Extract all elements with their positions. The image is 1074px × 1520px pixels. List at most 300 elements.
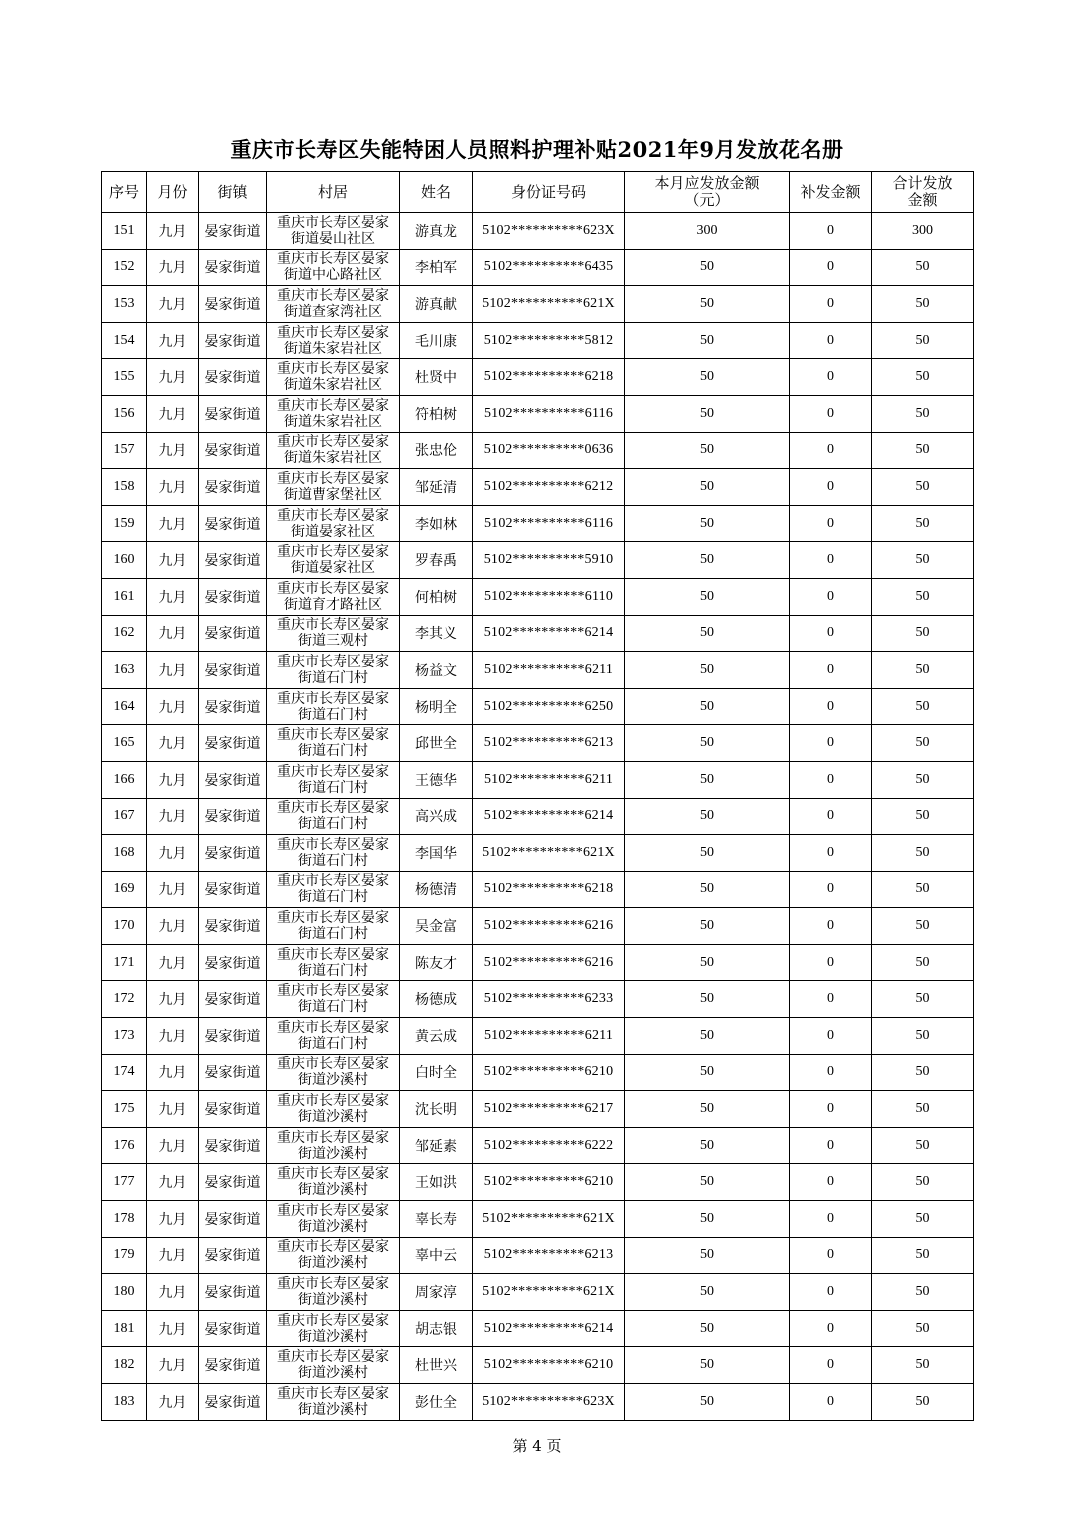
extra-amount-cell: 0 bbox=[790, 871, 872, 908]
village-cell bbox=[267, 981, 400, 1018]
village-line: 重庆市长寿区晏家 bbox=[277, 653, 389, 670]
table-row bbox=[102, 1164, 974, 1201]
village-line: 重庆市长寿区晏家 bbox=[277, 397, 389, 414]
extra-amount-cell: 0 bbox=[790, 761, 872, 798]
month-cell: 九月 bbox=[147, 615, 199, 652]
total-amount-cell: 50 bbox=[872, 1201, 974, 1238]
id-number-cell: 5102**********6213 bbox=[473, 725, 625, 762]
extra-amount-cell: 0 bbox=[790, 798, 872, 835]
month-cell: 九月 bbox=[147, 213, 199, 250]
village-line: 街道沙溪村 bbox=[298, 1328, 368, 1345]
village-line: 重庆市长寿区晏家 bbox=[277, 507, 389, 524]
due-amount-cell: 50 bbox=[625, 1127, 790, 1164]
name-cell: 周家淳 bbox=[400, 1274, 473, 1311]
seq-cell: 171 bbox=[102, 944, 147, 981]
extra-amount-cell: 0 bbox=[790, 1237, 872, 1274]
due-amount-cell: 50 bbox=[625, 688, 790, 725]
table-row bbox=[102, 249, 974, 286]
extra-amount-cell: 0 bbox=[790, 1018, 872, 1055]
street-cell: 晏家街道 bbox=[199, 542, 267, 579]
village-line: 街道石门村 bbox=[298, 962, 368, 979]
street-cell: 晏家街道 bbox=[199, 981, 267, 1018]
seq-cell: 175 bbox=[102, 1091, 147, 1128]
table-row bbox=[102, 835, 974, 872]
table-row bbox=[102, 1054, 974, 1091]
total-amount-cell: 50 bbox=[872, 908, 974, 945]
name-cell: 陈友才 bbox=[400, 944, 473, 981]
village-line: 重庆市长寿区晏家 bbox=[277, 1276, 389, 1293]
due-amount-cell: 50 bbox=[625, 359, 790, 396]
street-cell: 晏家街道 bbox=[199, 578, 267, 615]
seq-cell: 174 bbox=[102, 1054, 147, 1091]
village-line: 街道沙溪村 bbox=[298, 1109, 368, 1126]
month-cell: 九月 bbox=[147, 761, 199, 798]
extra-amount-cell: 0 bbox=[790, 213, 872, 250]
name-cell: 李国华 bbox=[400, 835, 473, 872]
id-number-cell: 5102**********6110 bbox=[473, 578, 625, 615]
village-line: 重庆市长寿区晏家 bbox=[277, 617, 389, 634]
month-cell: 九月 bbox=[147, 944, 199, 981]
table-row bbox=[102, 615, 974, 652]
due-amount-cell: 50 bbox=[625, 798, 790, 835]
village-line: 街道沙溪村 bbox=[298, 1218, 368, 1235]
village-cell bbox=[267, 395, 400, 432]
village-cell bbox=[267, 432, 400, 469]
id-number-cell: 5102**********6211 bbox=[473, 761, 625, 798]
month-cell: 九月 bbox=[147, 835, 199, 872]
name-cell: 黄云成 bbox=[400, 1018, 473, 1055]
seq-cell: 155 bbox=[102, 359, 147, 396]
month-cell: 九月 bbox=[147, 469, 199, 506]
header-total-amount: 合计发放金额 bbox=[872, 172, 974, 213]
table-row bbox=[102, 1347, 974, 1384]
village-line: 街道朱家岩社区 bbox=[284, 413, 382, 430]
total-amount-cell: 50 bbox=[872, 1310, 974, 1347]
due-amount-cell: 50 bbox=[625, 1237, 790, 1274]
header-month: 月份 bbox=[147, 172, 199, 213]
due-amount-cell: 50 bbox=[625, 249, 790, 286]
total-amount-cell: 300 bbox=[872, 213, 974, 250]
table-row bbox=[102, 542, 974, 579]
seq-cell: 161 bbox=[102, 578, 147, 615]
name-cell: 王德华 bbox=[400, 761, 473, 798]
due-amount-cell: 50 bbox=[625, 578, 790, 615]
name-cell: 杨德成 bbox=[400, 981, 473, 1018]
extra-amount-cell: 0 bbox=[790, 1127, 872, 1164]
total-amount-cell: 50 bbox=[872, 1237, 974, 1274]
due-amount-cell: 50 bbox=[625, 1201, 790, 1238]
header-street: 街镇 bbox=[199, 172, 267, 213]
seq-cell: 170 bbox=[102, 908, 147, 945]
month-cell: 九月 bbox=[147, 542, 199, 579]
month-cell: 九月 bbox=[147, 1127, 199, 1164]
name-cell: 游真献 bbox=[400, 286, 473, 323]
month-cell: 九月 bbox=[147, 1274, 199, 1311]
total-amount-cell: 50 bbox=[872, 359, 974, 396]
seq-cell: 154 bbox=[102, 322, 147, 359]
village-line: 重庆市长寿区晏家 bbox=[277, 910, 389, 927]
total-amount-cell: 50 bbox=[872, 1018, 974, 1055]
village-line: 重庆市长寿区晏家 bbox=[277, 1056, 389, 1073]
village-cell bbox=[267, 1127, 400, 1164]
village-line: 重庆市长寿区晏家 bbox=[277, 983, 389, 1000]
village-cell bbox=[267, 1054, 400, 1091]
extra-amount-cell: 0 bbox=[790, 725, 872, 762]
table-row bbox=[102, 688, 974, 725]
village-cell bbox=[267, 1310, 400, 1347]
street-cell: 晏家街道 bbox=[199, 908, 267, 945]
street-cell: 晏家街道 bbox=[199, 249, 267, 286]
month-cell: 九月 bbox=[147, 688, 199, 725]
village-line: 重庆市长寿区晏家 bbox=[277, 946, 389, 963]
table-row bbox=[102, 944, 974, 981]
village-line: 街道石门村 bbox=[298, 743, 368, 760]
village-line: 重庆市长寿区晏家 bbox=[277, 324, 389, 341]
village-line: 重庆市长寿区晏家 bbox=[277, 836, 389, 853]
month-cell: 九月 bbox=[147, 505, 199, 542]
id-number-cell: 5102**********6214 bbox=[473, 1310, 625, 1347]
total-amount-cell: 50 bbox=[872, 432, 974, 469]
id-number-cell: 5102**********6435 bbox=[473, 249, 625, 286]
due-amount-cell: 50 bbox=[625, 981, 790, 1018]
id-number-cell: 5102**********6116 bbox=[473, 505, 625, 542]
street-cell: 晏家街道 bbox=[199, 835, 267, 872]
month-cell: 九月 bbox=[147, 1347, 199, 1384]
table-row bbox=[102, 908, 974, 945]
extra-amount-cell: 0 bbox=[790, 249, 872, 286]
village-line: 街道沙溪村 bbox=[298, 1365, 368, 1382]
name-cell: 李如林 bbox=[400, 505, 473, 542]
seq-cell: 151 bbox=[102, 213, 147, 250]
village-cell bbox=[267, 1164, 400, 1201]
village-line: 街道沙溪村 bbox=[298, 1255, 368, 1272]
due-amount-cell: 50 bbox=[625, 615, 790, 652]
village-cell bbox=[267, 322, 400, 359]
village-line: 重庆市长寿区晏家 bbox=[277, 1385, 389, 1402]
village-cell bbox=[267, 761, 400, 798]
village-cell bbox=[267, 652, 400, 689]
village-line: 街道石门村 bbox=[298, 889, 368, 906]
extra-amount-cell: 0 bbox=[790, 395, 872, 432]
extra-amount-cell: 0 bbox=[790, 542, 872, 579]
total-amount-cell: 50 bbox=[872, 615, 974, 652]
village-line: 街道石门村 bbox=[298, 816, 368, 833]
table-row bbox=[102, 725, 974, 762]
total-amount-cell: 50 bbox=[872, 1127, 974, 1164]
extra-amount-cell: 0 bbox=[790, 1310, 872, 1347]
village-line: 重庆市长寿区晏家 bbox=[277, 1129, 389, 1146]
header-due-amount: 本月应发放金额（元） bbox=[625, 172, 790, 213]
total-amount-cell: 50 bbox=[872, 981, 974, 1018]
extra-amount-cell: 0 bbox=[790, 1164, 872, 1201]
seq-cell: 165 bbox=[102, 725, 147, 762]
village-line: 街道朱家岩社区 bbox=[284, 340, 382, 357]
street-cell: 晏家街道 bbox=[199, 505, 267, 542]
name-cell: 邹延素 bbox=[400, 1127, 473, 1164]
id-number-cell: 5102**********6210 bbox=[473, 1347, 625, 1384]
village-cell bbox=[267, 871, 400, 908]
month-cell: 九月 bbox=[147, 286, 199, 323]
extra-amount-cell: 0 bbox=[790, 1054, 872, 1091]
id-number-cell: 5102**********621X bbox=[473, 286, 625, 323]
street-cell: 晏家街道 bbox=[199, 1054, 267, 1091]
name-cell: 杜世兴 bbox=[400, 1347, 473, 1384]
name-cell: 符柏树 bbox=[400, 395, 473, 432]
village-cell bbox=[267, 542, 400, 579]
street-cell: 晏家街道 bbox=[199, 725, 267, 762]
name-cell: 彭仕全 bbox=[400, 1384, 473, 1421]
street-cell: 晏家街道 bbox=[199, 871, 267, 908]
total-amount-cell: 50 bbox=[872, 286, 974, 323]
seq-cell: 167 bbox=[102, 798, 147, 835]
table-row bbox=[102, 1127, 974, 1164]
extra-amount-cell: 0 bbox=[790, 652, 872, 689]
due-amount-cell: 50 bbox=[625, 1274, 790, 1311]
village-line: 街道查家湾社区 bbox=[284, 303, 382, 320]
name-cell: 吴金富 bbox=[400, 908, 473, 945]
extra-amount-cell: 0 bbox=[790, 615, 872, 652]
street-cell: 晏家街道 bbox=[199, 1091, 267, 1128]
table-row bbox=[102, 213, 974, 250]
month-cell: 九月 bbox=[147, 249, 199, 286]
month-cell: 九月 bbox=[147, 1201, 199, 1238]
street-cell: 晏家街道 bbox=[199, 469, 267, 506]
total-amount-cell: 50 bbox=[872, 1164, 974, 1201]
month-cell: 九月 bbox=[147, 1091, 199, 1128]
total-amount-cell: 50 bbox=[872, 542, 974, 579]
name-cell: 李柏军 bbox=[400, 249, 473, 286]
village-line: 重庆市长寿区晏家 bbox=[277, 1239, 389, 1256]
due-amount-cell: 50 bbox=[625, 871, 790, 908]
month-cell: 九月 bbox=[147, 359, 199, 396]
village-cell bbox=[267, 1237, 400, 1274]
due-amount-cell: 50 bbox=[625, 1091, 790, 1128]
village-line: 重庆市长寿区晏家 bbox=[277, 873, 389, 890]
due-amount-cell: 50 bbox=[625, 835, 790, 872]
village-cell bbox=[267, 725, 400, 762]
village-line: 街道晏家社区 bbox=[291, 560, 375, 577]
table-row bbox=[102, 286, 974, 323]
id-number-cell: 5102**********5910 bbox=[473, 542, 625, 579]
street-cell: 晏家街道 bbox=[199, 432, 267, 469]
table-row bbox=[102, 1201, 974, 1238]
id-number-cell: 5102**********6233 bbox=[473, 981, 625, 1018]
name-cell: 胡志银 bbox=[400, 1310, 473, 1347]
village-line: 重庆市长寿区晏家 bbox=[277, 1202, 389, 1219]
name-cell: 毛川康 bbox=[400, 322, 473, 359]
due-amount-cell: 50 bbox=[625, 542, 790, 579]
village-line: 街道石门村 bbox=[298, 669, 368, 686]
extra-amount-cell: 0 bbox=[790, 1201, 872, 1238]
extra-amount-cell: 0 bbox=[790, 1274, 872, 1311]
street-cell: 晏家街道 bbox=[199, 1237, 267, 1274]
street-cell: 晏家街道 bbox=[199, 359, 267, 396]
table-row bbox=[102, 1237, 974, 1274]
village-cell bbox=[267, 835, 400, 872]
village-cell bbox=[267, 505, 400, 542]
month-cell: 九月 bbox=[147, 1384, 199, 1421]
seq-cell: 157 bbox=[102, 432, 147, 469]
village-line: 街道沙溪村 bbox=[298, 1182, 368, 1199]
village-cell bbox=[267, 249, 400, 286]
village-cell bbox=[267, 1091, 400, 1128]
village-cell bbox=[267, 798, 400, 835]
table-row bbox=[102, 322, 974, 359]
id-number-cell: 5102**********6214 bbox=[473, 798, 625, 835]
month-cell: 九月 bbox=[147, 1054, 199, 1091]
id-number-cell: 5102**********6212 bbox=[473, 469, 625, 506]
month-cell: 九月 bbox=[147, 652, 199, 689]
name-cell: 何柏树 bbox=[400, 578, 473, 615]
id-number-cell: 5102**********6214 bbox=[473, 615, 625, 652]
seq-cell: 160 bbox=[102, 542, 147, 579]
extra-amount-cell: 0 bbox=[790, 944, 872, 981]
id-number-cell: 5102**********5812 bbox=[473, 322, 625, 359]
village-line: 重庆市长寿区晏家 bbox=[277, 1312, 389, 1329]
name-cell: 李其义 bbox=[400, 615, 473, 652]
seq-cell: 181 bbox=[102, 1310, 147, 1347]
header-extra-amount: 补发金额 bbox=[790, 172, 872, 213]
village-line: 重庆市长寿区晏家 bbox=[277, 287, 389, 304]
id-number-cell: 5102**********6218 bbox=[473, 359, 625, 396]
table-row bbox=[102, 652, 974, 689]
village-line: 街道石门村 bbox=[298, 1035, 368, 1052]
total-amount-cell: 50 bbox=[872, 688, 974, 725]
village-line: 重庆市长寿区晏家 bbox=[277, 1019, 389, 1036]
extra-amount-cell: 0 bbox=[790, 469, 872, 506]
table-row bbox=[102, 432, 974, 469]
village-line: 重庆市长寿区晏家 bbox=[277, 1349, 389, 1366]
name-cell: 游真龙 bbox=[400, 213, 473, 250]
table-header-row bbox=[102, 172, 974, 213]
table-row bbox=[102, 1384, 974, 1421]
month-cell: 九月 bbox=[147, 871, 199, 908]
due-amount-cell: 50 bbox=[625, 761, 790, 798]
village-line: 街道朱家岩社区 bbox=[284, 377, 382, 394]
id-number-cell: 5102**********621X bbox=[473, 1201, 625, 1238]
seq-cell: 153 bbox=[102, 286, 147, 323]
name-cell: 杨德清 bbox=[400, 871, 473, 908]
extra-amount-cell: 0 bbox=[790, 578, 872, 615]
month-cell: 九月 bbox=[147, 1018, 199, 1055]
village-cell bbox=[267, 469, 400, 506]
total-amount-cell: 50 bbox=[872, 1054, 974, 1091]
extra-amount-cell: 0 bbox=[790, 322, 872, 359]
street-cell: 晏家街道 bbox=[199, 944, 267, 981]
extra-amount-cell: 0 bbox=[790, 432, 872, 469]
id-number-cell: 5102**********6222 bbox=[473, 1127, 625, 1164]
name-cell: 白时全 bbox=[400, 1054, 473, 1091]
extra-amount-cell: 0 bbox=[790, 359, 872, 396]
due-amount-cell: 50 bbox=[625, 432, 790, 469]
village-cell bbox=[267, 578, 400, 615]
seq-cell: 177 bbox=[102, 1164, 147, 1201]
due-amount-cell: 50 bbox=[625, 1054, 790, 1091]
id-number-cell: 5102**********623X bbox=[473, 1384, 625, 1421]
total-amount-cell: 50 bbox=[872, 1347, 974, 1384]
table-body bbox=[102, 213, 974, 1421]
month-cell: 九月 bbox=[147, 322, 199, 359]
total-amount-cell: 50 bbox=[872, 578, 974, 615]
due-amount-cell: 50 bbox=[625, 395, 790, 432]
village-cell bbox=[267, 688, 400, 725]
village-cell bbox=[267, 286, 400, 323]
due-amount-cell: 50 bbox=[625, 1164, 790, 1201]
month-cell: 九月 bbox=[147, 1164, 199, 1201]
village-cell bbox=[267, 1274, 400, 1311]
village-line: 重庆市长寿区晏家 bbox=[277, 690, 389, 707]
extra-amount-cell: 0 bbox=[790, 1384, 872, 1421]
table-row bbox=[102, 1274, 974, 1311]
street-cell: 晏家街道 bbox=[199, 1127, 267, 1164]
seq-cell: 172 bbox=[102, 981, 147, 1018]
table-row bbox=[102, 981, 974, 1018]
month-cell: 九月 bbox=[147, 1237, 199, 1274]
extra-amount-cell: 0 bbox=[790, 1091, 872, 1128]
extra-amount-cell: 0 bbox=[790, 981, 872, 1018]
village-line: 街道晏山社区 bbox=[291, 230, 375, 247]
extra-amount-cell: 0 bbox=[790, 835, 872, 872]
village-line: 重庆市长寿区晏家 bbox=[277, 434, 389, 451]
seq-cell: 176 bbox=[102, 1127, 147, 1164]
seq-cell: 168 bbox=[102, 835, 147, 872]
table-row bbox=[102, 761, 974, 798]
header-name: 姓名 bbox=[400, 172, 473, 213]
village-line: 街道石门村 bbox=[298, 926, 368, 943]
month-cell: 九月 bbox=[147, 1310, 199, 1347]
street-cell: 晏家街道 bbox=[199, 286, 267, 323]
extra-amount-cell: 0 bbox=[790, 286, 872, 323]
village-line: 街道沙溪村 bbox=[298, 1072, 368, 1089]
street-cell: 晏家街道 bbox=[199, 798, 267, 835]
village-cell bbox=[267, 615, 400, 652]
village-line: 重庆市长寿区晏家 bbox=[277, 727, 389, 744]
name-cell: 沈长明 bbox=[400, 1091, 473, 1128]
id-number-cell: 5102**********6213 bbox=[473, 1237, 625, 1274]
table-row bbox=[102, 469, 974, 506]
village-line: 街道育才路社区 bbox=[284, 596, 382, 613]
due-amount-cell: 50 bbox=[625, 505, 790, 542]
village-line: 重庆市长寿区晏家 bbox=[277, 800, 389, 817]
name-cell: 张忠伦 bbox=[400, 432, 473, 469]
id-number-cell: 5102**********6217 bbox=[473, 1091, 625, 1128]
month-cell: 九月 bbox=[147, 578, 199, 615]
seq-cell: 152 bbox=[102, 249, 147, 286]
table-row bbox=[102, 1310, 974, 1347]
village-line: 街道三观村 bbox=[298, 633, 368, 650]
table-row bbox=[102, 505, 974, 542]
name-cell: 高兴成 bbox=[400, 798, 473, 835]
total-amount-cell: 50 bbox=[872, 761, 974, 798]
due-amount-cell: 50 bbox=[625, 1310, 790, 1347]
due-amount-cell: 50 bbox=[625, 944, 790, 981]
due-amount-cell: 50 bbox=[625, 1384, 790, 1421]
extra-amount-cell: 0 bbox=[790, 908, 872, 945]
total-amount-cell: 50 bbox=[872, 944, 974, 981]
id-number-cell: 5102**********621X bbox=[473, 1274, 625, 1311]
village-line: 街道晏家社区 bbox=[291, 523, 375, 540]
table-row bbox=[102, 871, 974, 908]
village-cell bbox=[267, 359, 400, 396]
total-amount-cell: 50 bbox=[872, 871, 974, 908]
page-title: 重庆市长寿区失能特困人员照料护理补贴2021年9月发放花名册 bbox=[230, 137, 844, 162]
seq-cell: 162 bbox=[102, 615, 147, 652]
header-id: 身份证号码 bbox=[473, 172, 625, 213]
village-line: 重庆市长寿区晏家 bbox=[277, 361, 389, 378]
id-number-cell: 5102**********621X bbox=[473, 835, 625, 872]
table-row bbox=[102, 578, 974, 615]
total-amount-cell: 50 bbox=[872, 1274, 974, 1311]
